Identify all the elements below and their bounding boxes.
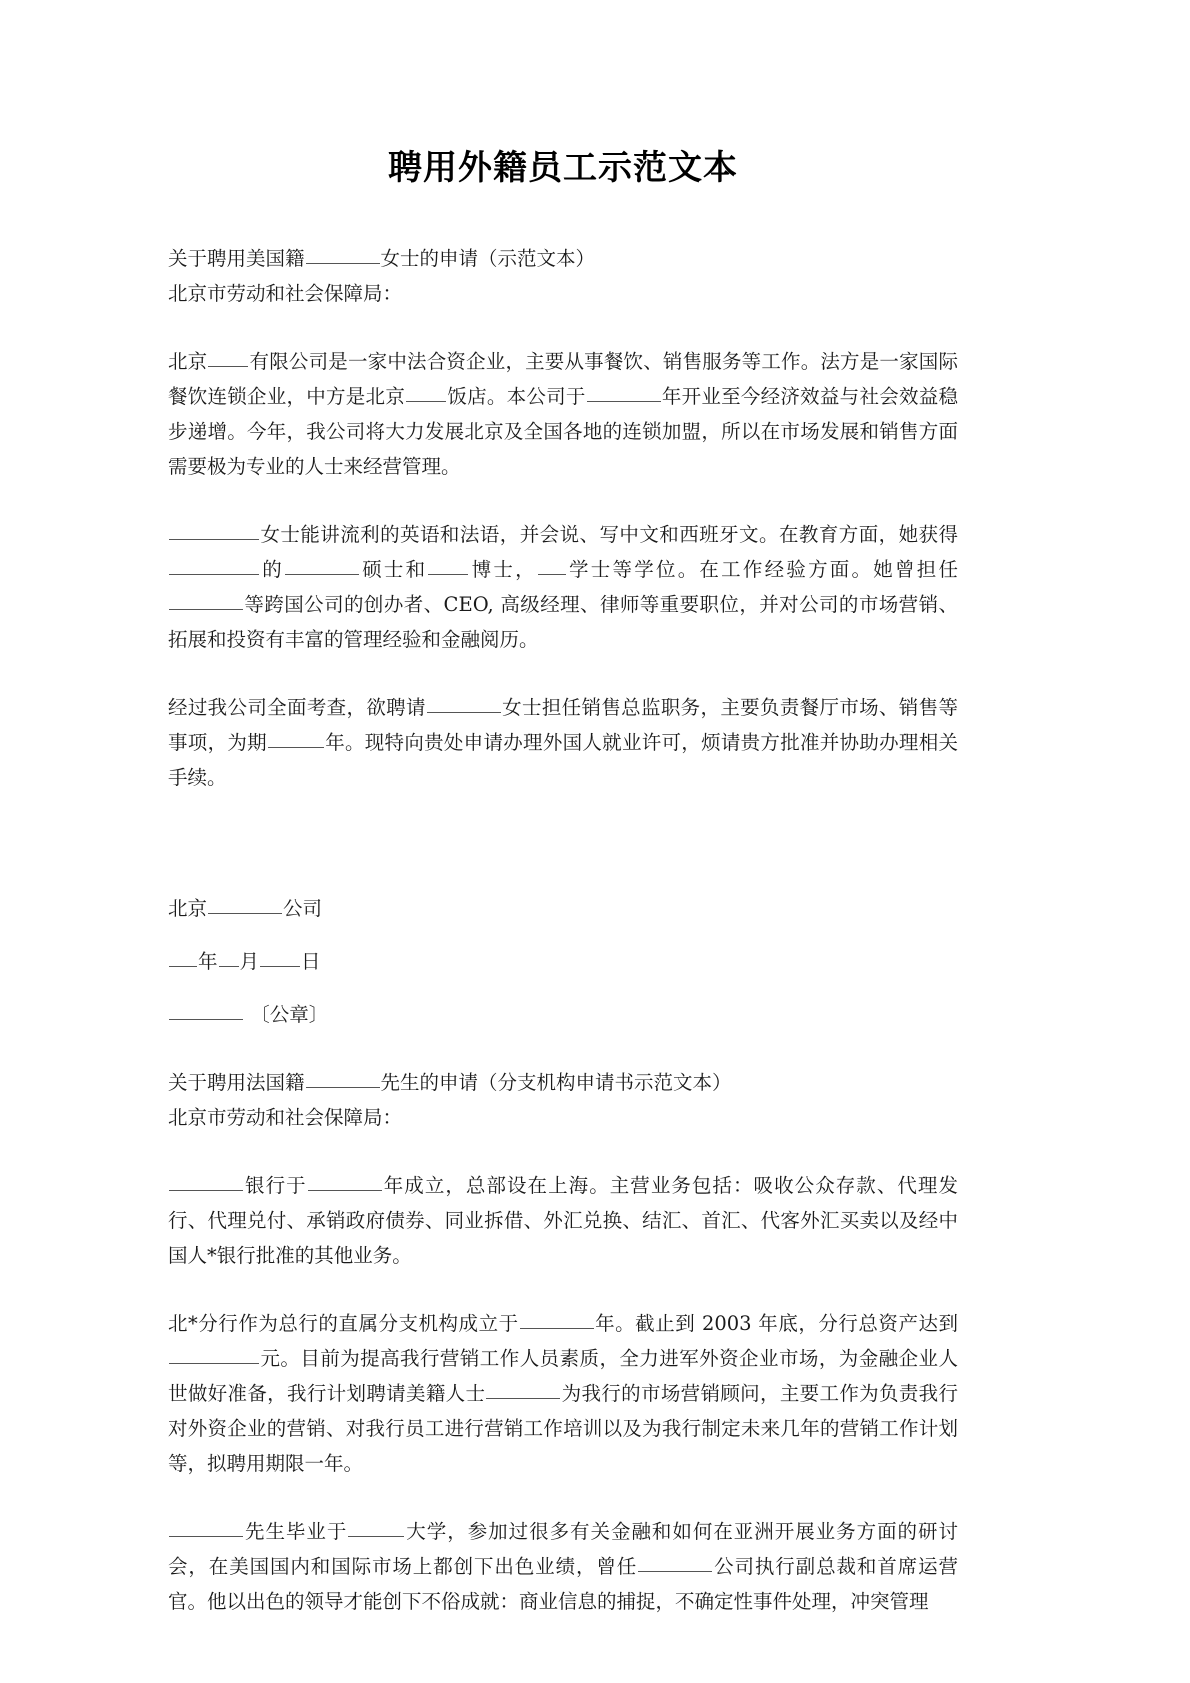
para-text: 公司执行副总裁和首席运营官。他以出色的领导才能创下不俗成就：商业信息的捕捉，不确定性事件处理，冲突管理: [168, 1554, 958, 1613]
para-text: 北京: [168, 349, 208, 373]
blank-field: [169, 1344, 259, 1364]
section-b-addressee: 北京市劳动和社会保障局：: [168, 1105, 403, 1129]
section-a-addressee: 北京市劳动和社会保障局：: [168, 281, 403, 305]
section-a-subject-suffix: 女士的申请（示范文本）: [380, 246, 596, 270]
section-b-paragraph-2: [168, 1306, 958, 1481]
signature-company-suffix: 公司: [283, 896, 323, 920]
section-b-subject-suffix: 先生的申请（分支机构申请书示范文本）: [380, 1070, 732, 1094]
date-day-label: 日: [301, 949, 321, 973]
blank-field: [427, 693, 501, 713]
paragraph-gap: [168, 1273, 958, 1306]
blank-field: [348, 1517, 404, 1537]
section-a-signature-company: [168, 891, 958, 926]
blank-field: [520, 1309, 594, 1329]
blank-field: [268, 728, 324, 748]
para-text: 女士担任销售总监职务，主要负责餐厅市场、销售等事项，为期: [168, 695, 958, 754]
title-gap: [168, 189, 958, 241]
section-b-subject-prefix: 关于聘用法国籍: [168, 1070, 305, 1094]
para-text: 有限公司是一家中法合资企业，主要从事餐饮、销售服务等工作。法方是一家国际餐饮连锁企业，中方是北京: [168, 349, 958, 408]
para-text: 年。现特向贵处申请办理外国人就业许可，烦请贵方批准并协助办理相关手续。: [168, 730, 958, 789]
section-b-paragraph-1: [168, 1168, 958, 1273]
para-text: 硕士和: [359, 557, 428, 581]
para-text: 学士等学位。在工作经验方面。她曾担任: [566, 557, 958, 581]
paragraph-gap: [168, 484, 958, 517]
document-body: [168, 0, 958, 1619]
section-a-seal-line: [168, 997, 958, 1032]
para-text: 银行于: [244, 1173, 307, 1197]
para-text: 大学，参加过很多有关金融和如何在亚洲开展业务方面的研讨会，在美国国内和国际市场上都创下出色业绩，曾任: [168, 1519, 958, 1578]
blank-field: [285, 555, 359, 575]
para-text: 博士，: [469, 557, 537, 581]
signature-company-prefix: 北京: [168, 896, 208, 920]
para-text: 年。截止到 2003 年底，分行总资产达到: [594, 1311, 958, 1335]
blank-field: [169, 555, 259, 575]
blank-field: [306, 1068, 380, 1088]
para-text: 饭店。本公司于: [447, 384, 586, 408]
para-text: 元。目前为提高我行营销工作人员素质，全力进军外资企业市场，为金融企业人世做好准备，我行计划聘请美籍人士: [168, 1346, 958, 1405]
section-gap: [168, 1032, 958, 1065]
blank-field: [486, 1379, 560, 1399]
blank-field: [219, 947, 239, 967]
blank-field: [169, 1171, 243, 1191]
para-text: 经过我公司全面考查，欲聘请: [168, 695, 426, 719]
paragraph-gap: [168, 1135, 958, 1168]
section-b-paragraph-3: [168, 1514, 958, 1619]
blank-field: [169, 520, 259, 540]
signature-gap: [168, 795, 958, 891]
para-text: 等跨国公司的创办者、CEO, 高级经理、律师等重要职位，并对公司的市场营销、拓展和投资有丰富的管理经验和金融阅历。: [168, 592, 958, 651]
blank-field: [406, 382, 446, 402]
para-text: 先生毕业于: [244, 1519, 348, 1543]
section-b-subject-line: [168, 1065, 958, 1100]
blank-field: [587, 382, 661, 402]
blank-field: [306, 244, 380, 264]
blank-field: [428, 555, 468, 575]
blank-field: [308, 1171, 382, 1191]
blank-field: [538, 555, 566, 575]
date-year-label: 年: [198, 949, 218, 973]
section-a-signature-date: [168, 944, 958, 979]
para-text: 年开业至今经济效益与社会效益稳步递增。今年，我公司将大力发展北京及全国各地的连锁加盟，所以在市场发展和销售方面需要极为专业的人士来经营管理。: [168, 384, 958, 478]
section-a-paragraph-1: [168, 344, 958, 484]
date-month-label: 月: [239, 949, 260, 973]
paragraph-gap: [168, 1481, 958, 1514]
para-text: 的: [260, 557, 284, 581]
blank-field: [169, 1517, 243, 1537]
paragraph-gap: [168, 311, 958, 344]
section-a-paragraph-2: [168, 517, 958, 657]
para-text: 女士能讲流利的英语和法语，并会说、写中文和西班牙文。在教育方面，她获得: [260, 522, 958, 546]
para-text: 北*分行作为总行的直属分支机构成立于: [168, 1311, 519, 1335]
page-title: 聘用外籍员工示范文本: [388, 148, 738, 188]
blank-field: [169, 947, 197, 967]
paragraph-gap: [168, 979, 958, 997]
para-text: 为我行的市场营销顾问，主要工作为负责我行对外资企业的营销、对我行员工进行营销工作培训以及为我行制定未来几年的营销工作计划等，拟聘用期限一年。: [168, 1381, 958, 1475]
section-a-paragraph-3: [168, 690, 958, 795]
paragraph-gap: [168, 926, 958, 944]
seal-label: 〔公章〕: [250, 1002, 329, 1026]
blank-field: [638, 1552, 712, 1572]
section-a-subject-line: [168, 241, 958, 276]
blank-field: [169, 1000, 243, 1020]
para-text: 年成立，总部设在上海。主营业务包括：吸收公众存款、代理发行、代理兑付、承销政府债券、同业拆借、外汇兑换、结汇、首汇、代客外汇买卖以及经中国人*银行批准的其他业务。: [168, 1173, 958, 1267]
blank-field: [208, 347, 248, 367]
blank-field: [208, 894, 282, 914]
blank-field: [260, 947, 300, 967]
section-a-subject-prefix: 关于聘用美国籍: [168, 246, 305, 270]
paragraph-gap: [168, 657, 958, 690]
blank-field: [169, 590, 243, 610]
